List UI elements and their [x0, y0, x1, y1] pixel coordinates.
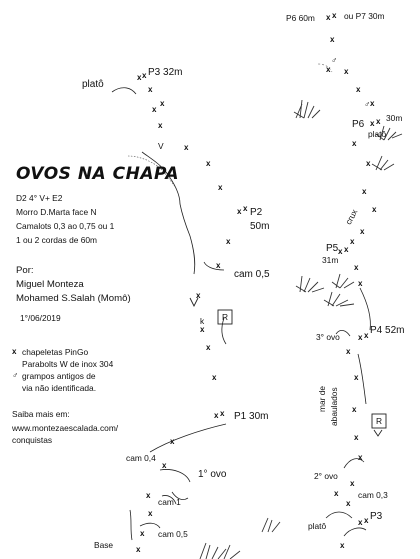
author-1: Miguel Monteza [16, 279, 84, 290]
bolt-marker: x [196, 291, 201, 300]
bolt-marker: x [160, 99, 165, 108]
right-crack [360, 288, 370, 330]
bolt-marker: x [137, 73, 142, 82]
bolt-marker: x [352, 405, 357, 414]
bolt-marker: x [358, 333, 363, 342]
bolt-marker: x [370, 99, 375, 108]
bolt-marker: x [184, 143, 189, 152]
bolt-marker: x [334, 489, 339, 498]
bolt-marker: x [226, 237, 231, 246]
cam-04-label: cam 0,4 [126, 453, 156, 463]
base-ledge [140, 523, 160, 528]
by-label: Por: [16, 265, 34, 276]
bolt-marker: x [366, 159, 371, 168]
pitch-p6-length: 30m [386, 113, 403, 123]
cam-05-lower-label: cam 0,5 [158, 529, 188, 539]
rappel-right-label: R [376, 416, 383, 426]
bolt-marker: x [220, 409, 225, 418]
legend-old-bolt-symbol: ♂ [12, 370, 19, 380]
bolt-marker: x [370, 119, 375, 128]
bolt-marker: x [326, 13, 331, 22]
bolt-marker: x [344, 67, 349, 76]
bolt-marker: x [206, 159, 211, 168]
abaulados-label: abaulados [329, 387, 339, 426]
grass-tuft-4 [296, 276, 324, 292]
bolt-marker: x [358, 518, 363, 527]
legend-bolt-text: chapeletas PinGo [22, 347, 89, 357]
bolt-marker: x [372, 205, 377, 214]
more-info-label: Saiba mais em: [12, 409, 70, 419]
bolt-marker: x [170, 437, 175, 446]
pitch-p3-label: P3 32m [148, 67, 183, 78]
info-line-grade: D2 4° V+ E2 [16, 193, 63, 203]
pitch-p2-length: 50m [250, 221, 270, 232]
bolt-marker: x [346, 347, 351, 356]
pitch-p6-label: P6 [352, 119, 365, 130]
bolt-marker: x [376, 117, 381, 126]
pitch-p2-label: P2 [250, 207, 263, 218]
bolt-marker: x [354, 433, 359, 442]
bolt-marker: x [346, 499, 351, 508]
route-title: OVOS NA CHAPA [16, 164, 180, 184]
pitch-p1-label: P1 30m [234, 411, 269, 422]
right-mar [358, 354, 366, 404]
ledge-line-cam05 [204, 262, 224, 270]
bolt-marker: x [362, 187, 367, 196]
more-info-url[interactable]: www.montezaescalada.com/ [12, 423, 119, 433]
bolt-marker: x [148, 85, 153, 94]
bolt-marker: x [350, 479, 355, 488]
grass-tuft-8 [262, 518, 280, 532]
lower-rock-line [150, 424, 226, 452]
legend-old-bolt-sub: via não identificada. [22, 383, 97, 393]
pitch-p5-length: 31m [322, 255, 339, 265]
ovo-3-label: 3° ovo [316, 332, 340, 342]
more-info-url-path[interactable]: conquistas [12, 435, 53, 445]
bolt-marker: x [237, 207, 242, 216]
pitch-p4-label: P4 52m [370, 325, 405, 336]
bolt-marker: x [350, 237, 355, 246]
bolt-marker: x [344, 245, 349, 254]
bolt-marker: x [200, 325, 205, 334]
grass-tuft-1 [294, 100, 320, 118]
author-2: Mohamed S.Salah (Momô) [16, 293, 131, 304]
cam-05-upper-label: cam 0,5 [234, 269, 270, 280]
bolt-marker: x [140, 529, 145, 538]
bolt-marker: x [330, 35, 335, 44]
cam-03-label: cam 0,3 [358, 490, 388, 500]
right-bottom-arc [344, 528, 366, 536]
plato-label-lower-right: platô [308, 521, 327, 531]
pitch-p7-label: ou P7 30m [344, 11, 385, 21]
grass-tuft-6 [324, 292, 354, 306]
ovo-2-label: 2° ovo [314, 471, 338, 481]
bolt-marker: x [158, 121, 163, 130]
bolt-marker: x [364, 516, 369, 525]
ovo-1-label: 1° ovo [198, 469, 227, 480]
bolt-marker: x [352, 139, 357, 148]
bolt-marker: x [340, 541, 345, 550]
bolt-marker: x [216, 261, 221, 270]
date: 1°/06/2019 [20, 313, 61, 323]
grass-tuft-3 [372, 156, 394, 170]
bolt-marker: x [243, 204, 248, 213]
info-line-ropes: 1 ou 2 cordas de 60m [16, 235, 98, 245]
bolt-marker: x [364, 331, 369, 340]
bolt-marker: x [152, 105, 157, 114]
old-bolt-symbol: ♂ [364, 99, 371, 109]
info-line-location: Morro D.Marta face N [16, 207, 97, 217]
bolt-marker: x [358, 453, 363, 462]
bolt-marker: x [354, 263, 359, 272]
bolt-marker: x [358, 279, 363, 288]
legend-old-bolt-text: grampos antigos de [22, 371, 96, 381]
rappel-left-label: R [222, 312, 229, 322]
bolt-marker: x [136, 545, 141, 554]
mar-label: mar de [317, 385, 327, 412]
pitch-p6-60-label: P6 60m [286, 13, 315, 23]
plato-label-upper-right: platô [368, 129, 387, 139]
legend-bolt-sub: Parabolts W de inox 304 [22, 359, 114, 369]
cam-1-label: cam 1 [158, 497, 181, 507]
bolt-marker: x [146, 491, 151, 500]
old-bolt-v-label: V [158, 141, 164, 151]
lower-rock-line-2 [160, 470, 190, 483]
plato-arc-lower [326, 512, 352, 518]
grass-tuft-5 [332, 274, 354, 288]
plato-label-upper-left: platô [82, 79, 104, 90]
k-mark-label: k [200, 316, 205, 326]
bolt-marker: x [332, 11, 337, 20]
grass-tuft-7 [200, 543, 240, 559]
arrow-right [374, 430, 382, 436]
crux-label: crux [343, 207, 360, 227]
bolt-marker: x [206, 343, 211, 352]
base-line [130, 510, 132, 540]
legend-bolt-symbol: x [12, 347, 17, 356]
bolt-marker: x [356, 85, 361, 94]
bolt-marker: x [142, 71, 147, 80]
bolt-marker: x [214, 411, 219, 420]
info-line-gear: Camalots 0,3 ao 0,75 ou 1 [16, 221, 115, 231]
bolt-marker: x [360, 227, 365, 236]
bolt-marker: x [212, 373, 217, 382]
pitch-p3-right-label: P3 [370, 511, 383, 522]
bolt-marker: x [326, 65, 331, 74]
old-bolt-symbol: ♂ [331, 55, 338, 65]
bolt-marker: x [162, 461, 167, 470]
pitch-p5-label: P5 [326, 243, 339, 254]
bolt-marker: x [338, 247, 343, 256]
plato-arc-upper [112, 88, 136, 94]
base-label: Base [94, 540, 114, 550]
bolt-marker: x [218, 183, 223, 192]
bolt-marker: x [148, 509, 153, 518]
bolt-marker: x [354, 373, 359, 382]
